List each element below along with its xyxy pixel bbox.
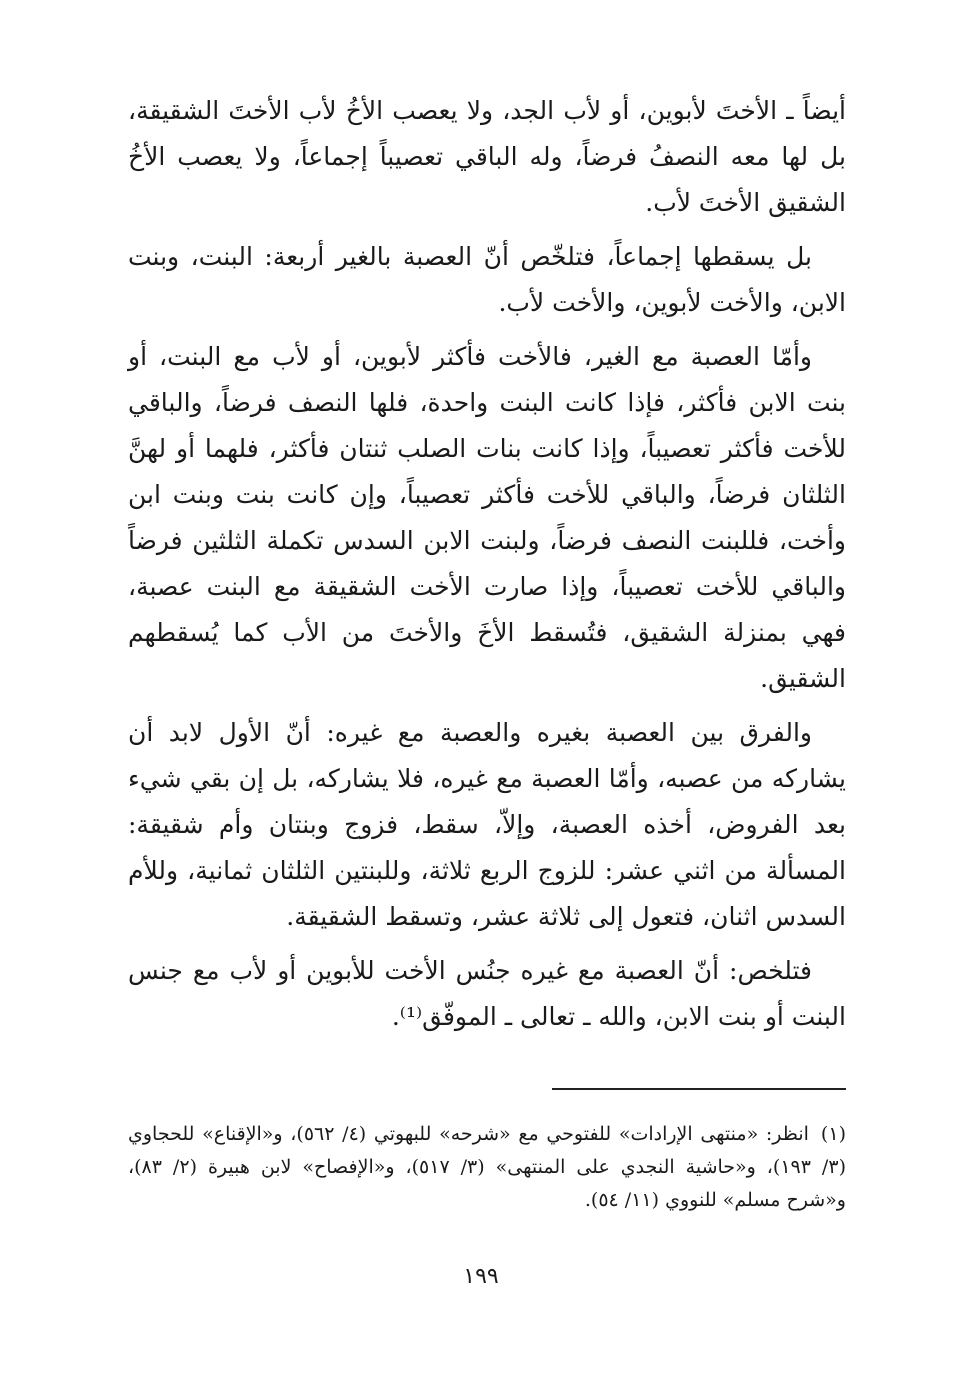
main-text xyxy=(128,88,846,1048)
footnote-number: (١) xyxy=(820,1123,846,1145)
paragraph-1: أيضاً ـ الأختَ لأبوين، أو لأب الجد، ولا يعصب الأخُ لأب الأختَ الشقيقة، بل لها معه النصفُ فرضاً، وله الباقي تعصيباً إجماعاً، ولا يعصب الأخُ الشقيق الأختَ لأب. xyxy=(128,96,846,217)
page-number: ١٩٩ xyxy=(463,1264,499,1289)
footnote xyxy=(128,1118,846,1217)
paragraph-3: وأمّا العصبة مع الغير، فالأخت فأكثر لأبوين، أو لأب مع البنت، أو بنت الابن فأكثر، فإذا كانت البنت واحدة، فلها النصف فرضاً، والباقي للأخت فأكثر تعصيباً، وإذا كانت بنات الصلب ثنتان فأكثر، فلهما أو لهنَّ الثلثان فرضاً، والباقي للأخت فأكثر تعصيباً، وإن كانت بنت وبنت ابن وأخت، فللبنت النصف فرضاً، ولبنت الابن السدس تكملة الثلثين فرضاً والباقي للأخت تعصيباً، وإذا صارت الأخت الشقيقة مع البنت عصبة، فهي بمنزلة الشقيق، فتُسقط الأخَ والأختَ من الأب كما يُسقطهم الشقيق. xyxy=(128,342,846,693)
paragraph-2: بل يسقطها إجماعاً، فتلخّص أنّ العصبة بالغير أربعة: البنت، وبنت الابن، والأخت لأبوين، والأخت لأب. xyxy=(128,242,846,317)
footnote-divider xyxy=(552,1088,846,1090)
paragraph-4: والفرق بين العصبة بغيره والعصبة مع غيره: أنّ الأول لابد أن يشاركه من عصبه، وأمّا العصبة مع غيره، فلا يشاركه، بل إن بقي شيء بعد الفروض، أخذه العصبة، وإلاّ، سقط، فزوج وبنتان وأم شقيقة: المسألة من اثني عشر: للزوج الربع ثلاثة، وللبنتين الثلثان ثمانية، وللأم السدس اثنان، فتعول إلى ثلاثة عشر، وتسقط الشقيقة. xyxy=(128,718,846,931)
paragraph-5: فتلخص: أنّ العصبة مع غيره جنُس الأخت للأبوين أو لأب مع جنس البنت أو بنت الابن، والله ـ تعالى ـ الموفّق⁽¹⁾. xyxy=(128,956,846,1031)
footnote-text: انظر: «منتهى الإرادات» للفتوحي مع «شرحه» للبهوتي (٤/ ٥٦٢)، و«الإقناع» للحجاوي (٣/ ١٩٣)، و«حاشية النجدي على المنتهى» (٣/ ٥١٧)، و«الإفصاح» لابن هبيرة (٢/ ٨٣)، و«شرح مسلم» للنووي (١١/ ٥٤). xyxy=(128,1123,846,1211)
